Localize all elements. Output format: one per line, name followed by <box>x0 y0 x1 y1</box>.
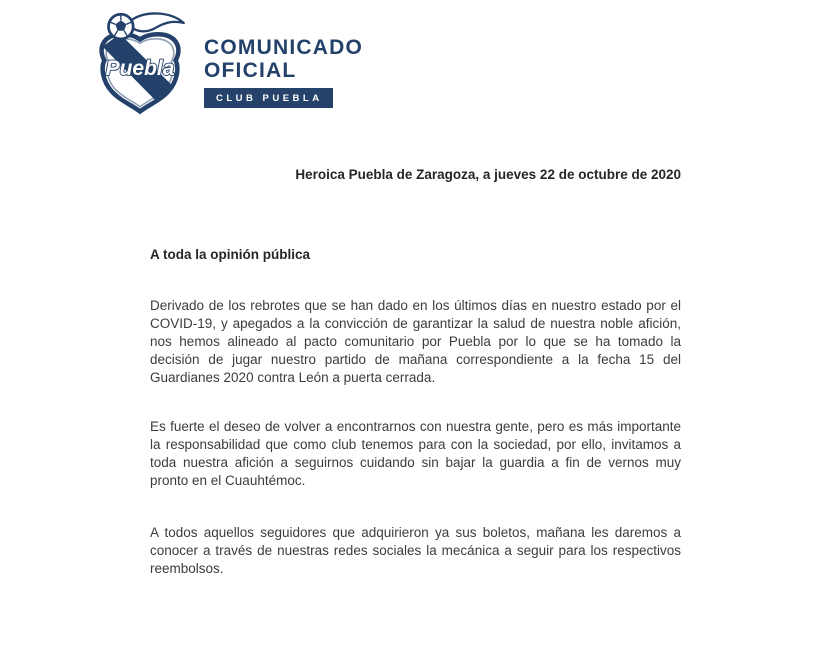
soccer-ball-icon <box>109 14 134 39</box>
club-puebla-crest-icon <box>88 10 192 118</box>
masthead <box>204 36 363 108</box>
salutation: A toda la opinión pública <box>150 247 310 262</box>
crest-wordmark: Puebla <box>105 56 175 80</box>
letterhead <box>88 10 363 118</box>
paragraph-3: A todos aquellos seguidores que adquirieron ya sus boletos, mañana les daremos a conocer a través de nuestras redes sociales la mecánica a seguir para los respectivos reembolsos. <box>150 525 681 576</box>
crest-plume <box>130 13 184 31</box>
club-puebla-badge: CLUB PUEBLA <box>204 88 333 108</box>
dateline: Heroica Puebla de Zaragoza, a jueves 22 de octubre de 2020 <box>295 167 681 182</box>
masthead-title-line1: COMUNICADO <box>204 36 363 59</box>
paragraph-2: Es fuerte el deseo de volver a encontrarnos con nuestra gente, pero es más importante la responsabilidad que como club tenemos para con la sociedad, por ello, invitamos a toda nuestra afición a seguirnos cuidando sin bajar la guardia a fin de vernos muy pronto en el Cuauhtémoc. <box>150 419 681 488</box>
paragraph-1: Derivado de los rebrotes que se han dado en los últimos días en nuestro estado por el COVID-19, y apegados a la convicción de garantizar la salud de nuestra noble afición, nos hemos alineado al pacto comunitario por Puebla por lo que se ha tomado la decisión de jugar nuestro partido de mañana correspondiente a la fecha 15 del Guardianes 2020 contra León a puerta cerrada. <box>150 298 681 385</box>
statement-body <box>150 166 681 578</box>
masthead-title-line2: OFICIAL <box>204 59 297 82</box>
